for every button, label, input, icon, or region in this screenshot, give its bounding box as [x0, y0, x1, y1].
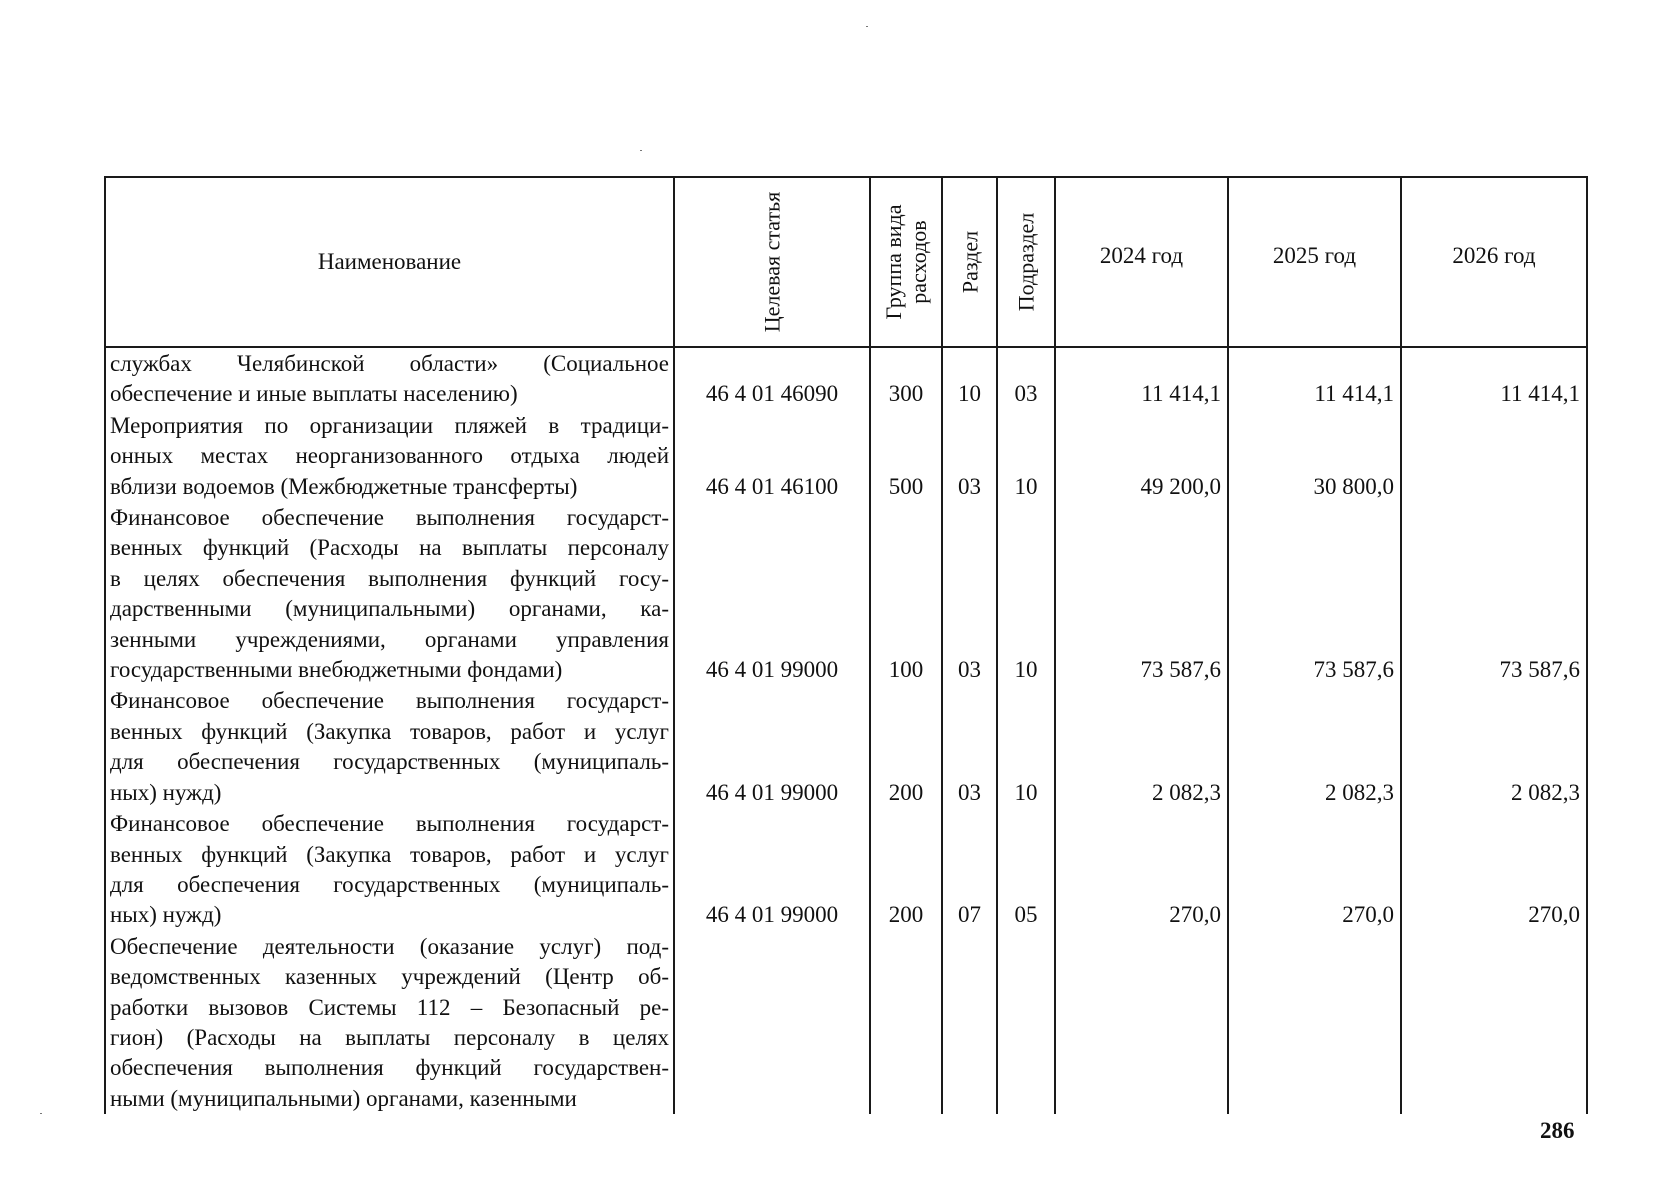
header-name: Наименование	[105, 177, 674, 347]
row-section: 03	[942, 685, 997, 808]
row-value-2025: 2 082,3	[1228, 685, 1401, 808]
row-value-2024: 11 414,1	[1055, 347, 1228, 410]
table-row	[105, 808, 1587, 931]
header-2025: 2025 год	[1228, 177, 1401, 347]
row-value-2026: 270,0	[1401, 808, 1587, 931]
table-row	[105, 410, 1587, 502]
row-name-line: ных) нужд)	[110, 779, 222, 805]
row-expense-group: 100	[870, 502, 942, 685]
row-name-line: вблизи водоемов (Межбюджетные трансферты)	[110, 473, 578, 499]
row-name-line: зенными учреждениями, органами управления	[110, 626, 669, 652]
row-name-line: венных функций (Закупка товаров, работ и услуг	[110, 841, 669, 867]
row-target-article: 46 4 01 99000	[674, 502, 870, 685]
row-name-line: обеспечение и иные выплаты населению)	[110, 381, 518, 407]
row-name-line: службах Челябинской области» (Социальное	[110, 351, 669, 376]
row-name-line: для обеспечения государственных (муниципаль-	[110, 749, 669, 775]
row-name-line: онных местах неорганизованного отдыха людей	[110, 443, 669, 469]
header-expense-group: Группа вида расходов	[870, 177, 942, 347]
row-value-2024: 2 082,3	[1055, 685, 1228, 808]
row-name-line: обеспечения выполнения функций государствен-	[110, 1055, 669, 1081]
row-value-2025: 30 800,0	[1228, 410, 1401, 502]
row-value-2026	[1401, 931, 1587, 1114]
row-expense-group: 200	[870, 808, 942, 931]
row-name-line: ведомственных казенных учреждений (Центр об-	[110, 964, 669, 990]
table-header-row	[105, 177, 1587, 347]
row-target-article: 46 4 01 99000	[674, 808, 870, 931]
row-name-line: Обеспечение деятельности (оказание услуг) под-	[110, 933, 669, 959]
budget-table-sheet	[104, 176, 1586, 1114]
table-row	[105, 685, 1587, 808]
header-subsection: Подраздел	[997, 177, 1055, 347]
row-name-line: Финансовое обеспечение выполнения государст-	[110, 811, 669, 837]
row-name-line: гион) (Расходы на выплаты персоналу в целях	[110, 1024, 669, 1050]
row-name-line: ных) нужд)	[110, 902, 222, 928]
header-2024: 2024 год	[1055, 177, 1228, 347]
row-value-2026: 2 082,3	[1401, 685, 1587, 808]
row-name-line: венных функций (Расходы на выплаты персоналу	[110, 535, 669, 561]
page-number: 286	[1540, 1118, 1575, 1143]
row-name	[105, 410, 674, 502]
row-expense-group	[870, 931, 942, 1114]
row-subsection: 10	[997, 685, 1055, 808]
row-subsection: 10	[997, 502, 1055, 685]
scan-speck	[40, 1113, 42, 1114]
row-value-2025: 270,0	[1228, 808, 1401, 931]
row-target-article: 46 4 01 46090	[674, 347, 870, 410]
row-name-line: для обеспечения государственных (муниципаль-	[110, 871, 669, 897]
row-name-line: Финансовое обеспечение выполнения государст-	[110, 505, 669, 531]
header-2026: 2026 год	[1401, 177, 1587, 347]
row-expense-group: 300	[870, 347, 942, 410]
scan-speck	[640, 150, 642, 151]
row-value-2025	[1228, 931, 1401, 1114]
row-name-line: Мероприятия по организации пляжей в традици-	[110, 412, 669, 438]
row-subsection: 03	[997, 347, 1055, 410]
row-name-line: венных функций (Закупка товаров, работ и услуг	[110, 718, 669, 744]
budget-table	[104, 176, 1588, 1114]
table-body	[105, 347, 1587, 1114]
header-target-article: Целевая статья	[674, 177, 870, 347]
row-value-2025: 73 587,6	[1228, 502, 1401, 685]
row-value-2026: 73 587,6	[1401, 502, 1587, 685]
row-expense-group: 200	[870, 685, 942, 808]
row-section: 03	[942, 410, 997, 502]
row-value-2025: 11 414,1	[1228, 347, 1401, 410]
table-row	[105, 931, 1587, 1114]
row-value-2024: 73 587,6	[1055, 502, 1228, 685]
table-row	[105, 347, 1587, 410]
row-name-line: дарственными (муниципальными) органами, ка-	[110, 596, 669, 622]
row-value-2026: 11 414,1	[1401, 347, 1587, 410]
row-name	[105, 685, 674, 808]
row-section: 03	[942, 502, 997, 685]
row-name	[105, 347, 674, 410]
row-subsection	[997, 931, 1055, 1114]
row-value-2024	[1055, 931, 1228, 1114]
row-name-line: Финансовое обеспечение выполнения государст-	[110, 688, 669, 714]
row-name-line: государственными внебюджетными фондами)	[110, 657, 563, 683]
row-name	[105, 931, 674, 1114]
row-name-line: ными (муниципальными) органами, казенными	[110, 1085, 577, 1111]
row-expense-group: 500	[870, 410, 942, 502]
header-section: Раздел	[942, 177, 997, 347]
row-value-2024: 49 200,0	[1055, 410, 1228, 502]
row-subsection: 10	[997, 410, 1055, 502]
row-section	[942, 931, 997, 1114]
row-target-article: 46 4 01 99000	[674, 685, 870, 808]
row-value-2026	[1401, 410, 1587, 502]
table-row	[105, 502, 1587, 685]
scan-speck	[866, 26, 868, 27]
row-section: 07	[942, 808, 997, 931]
row-name-line: работки вызовов Системы 112 – Безопасный ре-	[110, 994, 669, 1020]
row-section: 10	[942, 347, 997, 410]
row-subsection: 05	[997, 808, 1055, 931]
row-value-2024: 270,0	[1055, 808, 1228, 931]
row-name	[105, 808, 674, 931]
row-name-line: в целях обеспечения выполнения функций госу-	[110, 565, 669, 591]
row-target-article: 46 4 01 46100	[674, 410, 870, 502]
row-name	[105, 502, 674, 685]
row-target-article	[674, 931, 870, 1114]
